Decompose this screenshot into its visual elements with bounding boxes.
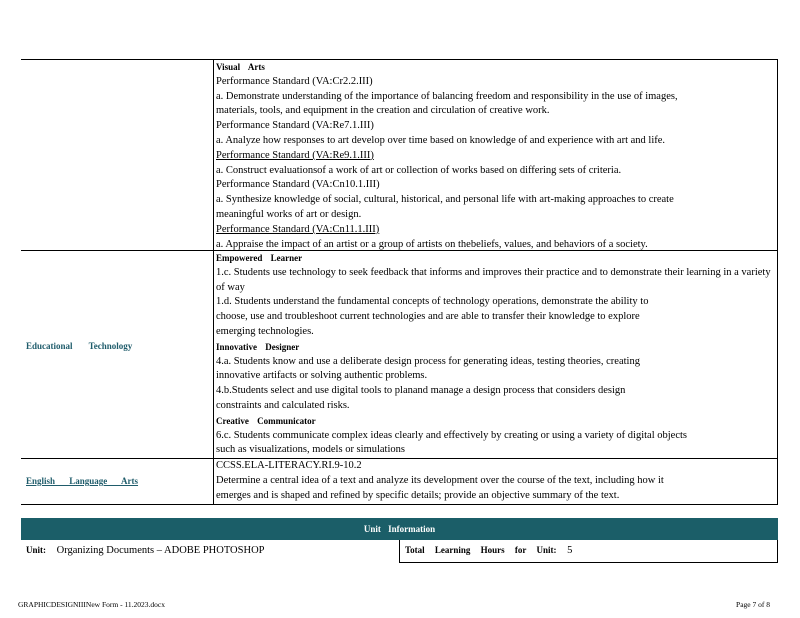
ela-line: emerges and is shaped and refined by specific details; provide an objective summary of the text. — [216, 489, 620, 501]
footer-filename: GRAPHICDESIGNIIINew Form - 11.2023.docx — [18, 600, 166, 609]
english-language-arts-content — [216, 459, 774, 503]
et-line: choose, use and troubleshoot current technologies and are able to transfer their knowledge to explore — [216, 311, 640, 323]
english-language-arts-label: English Language Arts — [26, 476, 139, 486]
unit-information-header: Unit Information — [21, 518, 778, 540]
footer-page-number: Page 7 of 8 — [736, 600, 770, 609]
unit-label: Unit: — [26, 545, 46, 555]
et-heading-innovative: Innovative Designer — [216, 341, 300, 352]
et-heading-creative: Creative Communicator — [216, 415, 316, 426]
hours-label: Total Learning Hours for Unit: — [405, 545, 557, 555]
et-heading-empowered: Empowered Learner — [216, 253, 303, 263]
et-line: 4.a. Students know and use a deliberate design process for generating ideas, testing theories, creating — [216, 355, 640, 367]
et-line: 6.c. Students communicate complex ideas clearly and effectively by creating or using a variety of digital objects — [216, 429, 687, 441]
et-line: such as visualizations, models or simulations — [216, 444, 405, 456]
va-line: a. Demonstrate understanding of the importance of balancing freedom and responsibility in the use of images, — [216, 90, 678, 102]
va-line: materials, tools, and equipment in the creation and circulation of creative work. — [216, 105, 550, 117]
educational-technology-content — [216, 251, 774, 458]
hours-value: 5 — [567, 545, 573, 556]
va-line: Performance Standard (VA:Cn11.1.III) — [216, 223, 380, 235]
educational-technology-label: Educational Technology — [26, 341, 133, 351]
va-line: a. Synthesize knowledge of social, cultural, historical, and personal life with art-making approaches to create — [216, 194, 674, 206]
et-line: 1.d. Students understand the fundamental concepts of technology operations, demonstrate the ability to — [216, 296, 649, 308]
unit-name — [26, 545, 265, 556]
va-line: a. Construct evaluationsof a work of art or collection of works based on differing sets of criteria. — [216, 164, 622, 176]
va-line: Performance Standard (VA:Cr2.2.III) — [216, 75, 373, 87]
visual-arts-row — [21, 60, 778, 251]
educational-technology-row — [21, 251, 778, 459]
ela-standard-code: CCSS.ELA-LITERACY.RI.9-10.2 — [216, 460, 362, 471]
unit-value: Organizing Documents – ADOBE PHOTOSHOP — [56, 545, 265, 556]
et-line: innovative artifacts or solving authentic problems. — [216, 370, 428, 382]
ela-line: Determine a central idea of a text and analyze its development over the course of the text, including how it — [216, 474, 664, 486]
va-line: meaningful works of art or design. — [216, 208, 362, 220]
et-line: constraints and calculated risks. — [216, 399, 350, 411]
unit-hours — [405, 545, 572, 556]
english-language-arts-row — [21, 459, 778, 505]
va-line: Performance Standard (VA:Re9.1.III) — [216, 149, 374, 161]
unit-information-row — [21, 540, 778, 563]
et-paragraph: 1.c. Students use technology to seek feedback that informs and improves their practice and to demonstrate their learning in a variety of way — [216, 266, 771, 293]
va-line: a. Analyze how responses to art develop over time based on knowledge of and experience with art and life. — [216, 134, 666, 146]
visual-arts-heading: Visual Arts — [216, 62, 265, 72]
va-line: Performance Standard (VA:Cn10.1.III) — [216, 179, 380, 191]
standards-table — [21, 59, 778, 505]
va-line: a. Appraise the impact of an artist or a group of artists on thebeliefs, values, and behaviors of a society. — [216, 238, 648, 250]
va-line: Performance Standard (VA:Re7.1.III) — [216, 120, 374, 132]
visual-arts-content — [216, 60, 774, 252]
et-line: 4.b.Students select and use digital tools to planand manage a design process that considers design — [216, 385, 626, 397]
et-line: emerging technologies. — [216, 325, 314, 337]
